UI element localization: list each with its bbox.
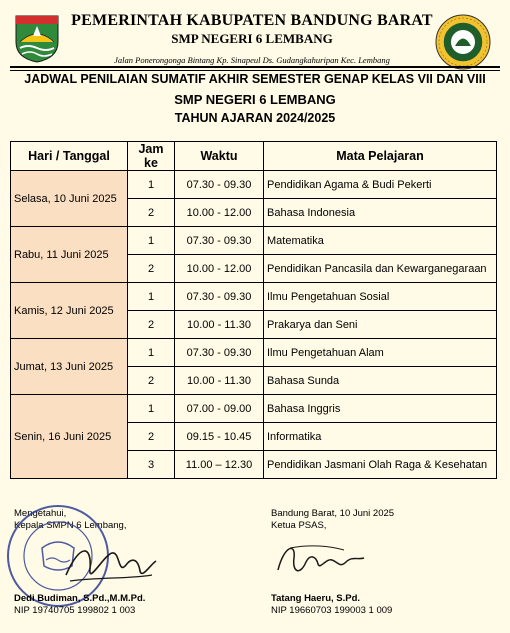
table-row [11, 395, 497, 423]
letterhead-thick-rule [10, 66, 500, 68]
period-cell: 1 [128, 339, 175, 367]
day-cell: Jumat, 13 Juni 2025 [11, 339, 128, 395]
principal-name-block [14, 593, 145, 617]
committee-signature-block [271, 508, 471, 532]
table-row [11, 227, 497, 255]
subject-cell: Ilmu Pengetahuan Sosial [264, 283, 497, 311]
subject-cell: Prakarya dan Seni [264, 311, 497, 339]
subject-cell: Matematika [264, 227, 497, 255]
period-cell: 1 [128, 227, 175, 255]
subject-cell: Bahasa Sunda [264, 367, 497, 395]
time-cell: 09.15 - 10.45 [175, 423, 264, 451]
period-cell: 2 [128, 367, 175, 395]
period-cell: 3 [128, 451, 175, 479]
committee-name-block [271, 593, 392, 617]
subject-cell: Pendidikan Pancasila dan Kewarganegaraan [264, 255, 497, 283]
schedule-academic-year: TAHUN AJARAN 2024/2025 [174, 111, 336, 125]
day-cell: Rabu, 11 Juni 2025 [11, 227, 128, 283]
period-cell: 1 [128, 395, 175, 423]
header-period: Jam ke [128, 142, 175, 171]
time-cell: 10.00 - 11.30 [175, 367, 264, 395]
time-cell: 11.00 – 12.30 [175, 451, 264, 479]
period-cell: 1 [128, 283, 175, 311]
letterhead-thin-rule [10, 70, 500, 71]
subject-cell: Informatika [264, 423, 497, 451]
period-cell: 1 [128, 171, 175, 199]
day-cell: Kamis, 12 Juni 2025 [11, 283, 128, 339]
letterhead-government: PEMERINTAH KABUPATEN BANDUNG BARAT [71, 12, 433, 29]
time-cell: 10.00 - 11.30 [175, 311, 264, 339]
schedule-title: JADWAL PENILAIAN SUMATIF AKHIR SEMESTER GENAP KELAS VII DAN VIII [24, 72, 486, 86]
period-cell: 2 [128, 423, 175, 451]
subject-cell: Ilmu Pengetahuan Alam [264, 339, 497, 367]
subject-cell: Pendidikan Jasmani Olah Raga & Kesehatan [264, 451, 497, 479]
table-row [11, 283, 497, 311]
period-cell: 2 [128, 255, 175, 283]
principal-name: Dedi Budiman, S.Pd.,M.M.Pd. [14, 593, 146, 604]
subject-cell: Bahasa Inggris [264, 395, 497, 423]
subject-cell: Pendidikan Agama & Budi Pekerti [264, 171, 497, 199]
time-cell: 07.30 - 09.30 [175, 171, 264, 199]
principal-title: Kepala SMPN 6 Lembang, [14, 520, 127, 531]
table-row [11, 171, 497, 199]
day-cell: Senin, 16 Juni 2025 [11, 395, 128, 479]
day-cell: Selasa, 10 Juni 2025 [11, 171, 128, 227]
committee-title: Ketua PSAS, [271, 520, 327, 531]
committee-name: Tatang Haeru, S.Pd. [271, 593, 361, 604]
principal-signature-mark [60, 535, 160, 593]
time-cell: 07.30 - 09.30 [175, 339, 264, 367]
letterhead-address: Jalan Ponerongonga Bintang Kp. Sinapeul Ds. Gudangkahuripan Kec. Lembang [114, 55, 390, 65]
schedule-table [10, 141, 497, 479]
principal-nip: NIP 19740705 199802 1 003 [14, 605, 136, 616]
period-cell: 2 [128, 311, 175, 339]
subject-cell: Bahasa Indonesia [264, 199, 497, 227]
header-day: Hari / Tanggal [11, 142, 128, 171]
period-cell: 2 [128, 199, 175, 227]
schedule-school-name: SMP NEGERI 6 LEMBANG [174, 92, 336, 107]
time-cell: 10.00 - 12.00 [175, 255, 264, 283]
school-emblem-logo [434, 13, 492, 71]
committee-signature-mark [270, 536, 370, 582]
time-cell: 07.30 - 09.30 [175, 227, 264, 255]
place-date: Bandung Barat, 10 Juni 2025 [271, 508, 395, 519]
acknowledged-label: Mengetahui, [14, 508, 67, 519]
committee-nip: NIP 19660703 199003 1 009 [271, 605, 393, 616]
bandung-barat-logo [12, 12, 62, 64]
header-subject: Mata Pelajaran [264, 142, 497, 171]
time-cell: 10.00 - 12.00 [175, 199, 264, 227]
header-time: Waktu [175, 142, 264, 171]
time-cell: 07.00 - 09.00 [175, 395, 264, 423]
table-row [11, 339, 497, 367]
letterhead-school: SMP NEGERI 6 LEMBANG [171, 31, 333, 46]
table-header-row [11, 142, 497, 171]
time-cell: 07.30 - 09.30 [175, 283, 264, 311]
